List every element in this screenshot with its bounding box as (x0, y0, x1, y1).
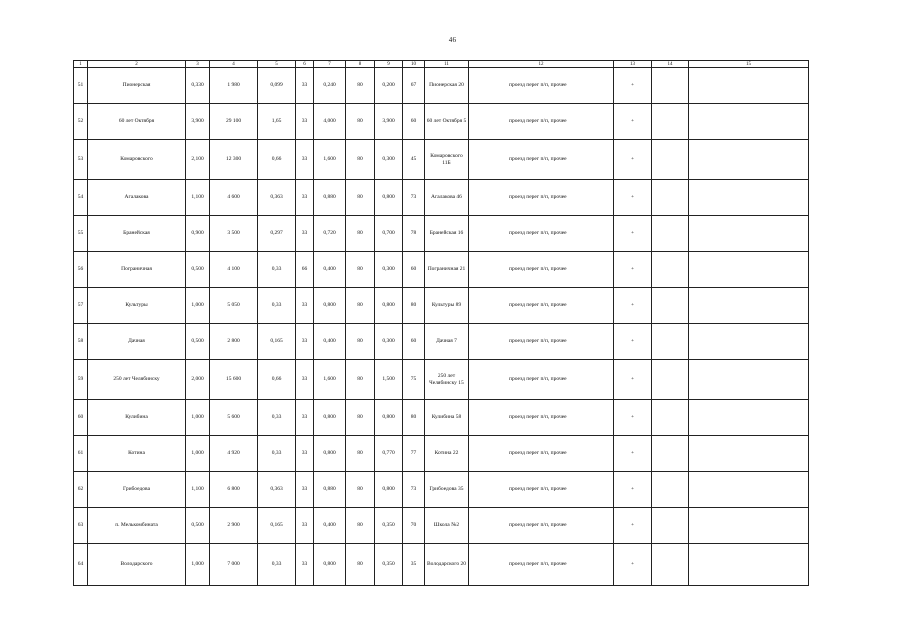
table-cell-c13: + (614, 252, 652, 288)
table-cell-c12: проезд перег п/п, прочее (469, 140, 614, 180)
table-cell-c3: 1,000 (186, 436, 210, 472)
table-cell-c10: 80 (403, 400, 425, 436)
table-row (74, 180, 809, 216)
table-row (74, 104, 809, 140)
table-cell-street: Пограничная (88, 252, 186, 288)
table-cell-c13: + (614, 472, 652, 508)
table-cell-c15 (689, 472, 809, 508)
table-cell-c15 (689, 400, 809, 436)
table-cell-c13: + (614, 288, 652, 324)
table-cell-c7: 0,800 (314, 400, 346, 436)
column-header: 8 (346, 61, 375, 68)
table-cell-c14 (652, 508, 689, 544)
table-cell-c14 (652, 180, 689, 216)
table-cell-c6: 33 (296, 436, 314, 472)
table-cell-c3: 0,500 (186, 252, 210, 288)
table-cell-c7: 0,880 (314, 472, 346, 508)
table-cell-c12: проезд перег п/п, прочее (469, 508, 614, 544)
table-cell-c6: 33 (296, 544, 314, 586)
table-cell-c15 (689, 508, 809, 544)
table-cell-c5: 0,33 (258, 288, 296, 324)
table-cell-c12: проезд перег п/п, прочее (469, 400, 614, 436)
table-cell-c7: 1,600 (314, 140, 346, 180)
table-cell-street: Культуры (88, 288, 186, 324)
table-row (74, 544, 809, 586)
table-cell-c14 (652, 288, 689, 324)
table-row (74, 140, 809, 180)
table-cell-num: 57 (74, 288, 88, 324)
table-cell-c3: 1,000 (186, 544, 210, 586)
table-cell-c11: Кулибина 58 (425, 400, 469, 436)
table-cell-c6: 33 (296, 400, 314, 436)
table-cell-street: Комаровского (88, 140, 186, 180)
table-cell-c3: 0,500 (186, 324, 210, 360)
table-cell-c8: 80 (346, 324, 375, 360)
table-cell-c15 (689, 180, 809, 216)
table-cell-street: Дачная (88, 324, 186, 360)
table-cell-c15 (689, 252, 809, 288)
table-cell-c6: 33 (296, 288, 314, 324)
table-cell-c6: 33 (296, 68, 314, 104)
table-cell-c6: 66 (296, 252, 314, 288)
table-cell-c9: 0,800 (375, 472, 403, 508)
table-cell-c15 (689, 436, 809, 472)
table-cell-c14 (652, 472, 689, 508)
table-cell-c3: 2,000 (186, 360, 210, 400)
table-cell-street: Агалакова (88, 180, 186, 216)
column-header-row (74, 61, 809, 68)
table-cell-c6: 33 (296, 360, 314, 400)
column-header: 15 (689, 61, 809, 68)
table-cell-c13: + (614, 436, 652, 472)
table-cell-c11: Грибоедова 35 (425, 472, 469, 508)
table-cell-c11: 250 лет Челябинску 15 (425, 360, 469, 400)
table-cell-c8: 80 (346, 288, 375, 324)
table-cell-c4: 6 800 (210, 472, 258, 508)
table-cell-c5: 0,66 (258, 360, 296, 400)
table-cell-c6: 33 (296, 180, 314, 216)
table-cell-c10: 67 (403, 68, 425, 104)
column-header: 12 (469, 61, 614, 68)
table-cell-street: Кулибина (88, 400, 186, 436)
table-cell-c7: 0,720 (314, 216, 346, 252)
table-cell-c13: + (614, 360, 652, 400)
table-cell-c11: Комаровского 11Б (425, 140, 469, 180)
table-cell-street: Котина (88, 436, 186, 472)
table-cell-c6: 33 (296, 472, 314, 508)
table-cell-c5: 1,65 (258, 104, 296, 140)
table-cell-c10: 75 (403, 360, 425, 400)
table-cell-street: 250 лет Челябинску (88, 360, 186, 400)
table-cell-c9: 0,300 (375, 252, 403, 288)
table-cell-c4: 5 600 (210, 400, 258, 436)
table-cell-c3: 0,500 (186, 508, 210, 544)
table-cell-c14 (652, 400, 689, 436)
table-cell-c10: 60 (403, 104, 425, 140)
column-header: 4 (210, 61, 258, 68)
column-header: 14 (652, 61, 689, 68)
table-cell-c10: 80 (403, 288, 425, 324)
table-row (74, 288, 809, 324)
table-cell-c14 (652, 252, 689, 288)
table-cell-c9: 0,200 (375, 68, 403, 104)
table-cell-c10: 60 (403, 252, 425, 288)
page-number: 46 (448, 36, 457, 44)
table-cell-num: 58 (74, 324, 88, 360)
table-cell-c13: + (614, 104, 652, 140)
table-body (74, 61, 809, 586)
table-cell-c6: 33 (296, 216, 314, 252)
table-cell-c14 (652, 360, 689, 400)
table-cell-c5: 0,165 (258, 324, 296, 360)
table-cell-c13: + (614, 324, 652, 360)
table-cell-c15 (689, 216, 809, 252)
table-cell-c14 (652, 68, 689, 104)
table-cell-c4: 3 500 (210, 216, 258, 252)
column-header: 2 (88, 61, 186, 68)
table-cell-c7: 0,400 (314, 252, 346, 288)
table-row (74, 400, 809, 436)
table-cell-c14 (652, 436, 689, 472)
table-cell-c11: Пограничная 21 (425, 252, 469, 288)
table-cell-c10: 73 (403, 472, 425, 508)
table-cell-c12: проезд перег п/п, прочее (469, 104, 614, 140)
table-cell-c8: 80 (346, 360, 375, 400)
table-cell-c8: 80 (346, 544, 375, 586)
table-cell-c15 (689, 104, 809, 140)
table-cell-num: 52 (74, 104, 88, 140)
table-cell-c9: 0,300 (375, 140, 403, 180)
table-cell-c9: 3,900 (375, 104, 403, 140)
column-header: 10 (403, 61, 425, 68)
table-cell-num: 62 (74, 472, 88, 508)
table-cell-street: п. Мелькомбината (88, 508, 186, 544)
table-cell-c3: 1,100 (186, 180, 210, 216)
table-cell-c8: 80 (346, 252, 375, 288)
table-cell-c12: проезд перег п/п, прочее (469, 288, 614, 324)
table-cell-c5: 0,33 (258, 436, 296, 472)
table-row (74, 252, 809, 288)
table-cell-c15 (689, 288, 809, 324)
table-cell-c4: 5 050 (210, 288, 258, 324)
table-cell-c12: проезд перег п/п, прочее (469, 360, 614, 400)
column-header: 11 (425, 61, 469, 68)
table-row (74, 436, 809, 472)
table-cell-c8: 80 (346, 68, 375, 104)
table-cell-c3: 0,900 (186, 216, 210, 252)
table-cell-c4: 12 300 (210, 140, 258, 180)
table-cell-num: 63 (74, 508, 88, 544)
table-row (74, 472, 809, 508)
table-cell-c5: 0,099 (258, 68, 296, 104)
table-cell-c11: Агалакова 46 (425, 180, 469, 216)
table-cell-c11: 60 лет Октября 5 (425, 104, 469, 140)
table-row (74, 508, 809, 544)
table-cell-num: 53 (74, 140, 88, 180)
table-cell-c4: 2 800 (210, 324, 258, 360)
table-cell-c5: 0,297 (258, 216, 296, 252)
table-cell-c8: 80 (346, 472, 375, 508)
table-cell-c10: 77 (403, 436, 425, 472)
table-cell-num: 61 (74, 436, 88, 472)
table-cell-num: 56 (74, 252, 88, 288)
table-cell-c12: проезд перег п/п, прочее (469, 324, 614, 360)
table-cell-c3: 3,900 (186, 104, 210, 140)
table-cell-c8: 80 (346, 400, 375, 436)
table-cell-num: 64 (74, 544, 88, 586)
table-cell-c12: проезд перег п/п, прочее (469, 216, 614, 252)
table-cell-num: 60 (74, 400, 88, 436)
table-cell-c4: 2 900 (210, 508, 258, 544)
table-row (74, 324, 809, 360)
column-header: 3 (186, 61, 210, 68)
table-cell-c5: 0,165 (258, 508, 296, 544)
table-cell-c9: 0,700 (375, 216, 403, 252)
table-cell-c15 (689, 544, 809, 586)
table-cell-c11: Дачная 7 (425, 324, 469, 360)
table-cell-c14 (652, 324, 689, 360)
table-cell-c3: 0,330 (186, 68, 210, 104)
table-cell-c13: + (614, 508, 652, 544)
table-cell-c8: 80 (346, 436, 375, 472)
table-cell-c7: 0,800 (314, 544, 346, 586)
column-header: 6 (296, 61, 314, 68)
table-cell-num: 54 (74, 180, 88, 216)
table-cell-c15 (689, 140, 809, 180)
table-cell-c6: 33 (296, 104, 314, 140)
table-cell-c4: 15 600 (210, 360, 258, 400)
table-cell-c5: 0,33 (258, 544, 296, 586)
table-row (74, 216, 809, 252)
table-cell-c15 (689, 68, 809, 104)
table-cell-c7: 0,800 (314, 288, 346, 324)
table-row (74, 68, 809, 104)
table-cell-c7: 0,880 (314, 180, 346, 216)
table-cell-c10: 73 (403, 180, 425, 216)
table-cell-c12: проезд перег п/п, прочее (469, 68, 614, 104)
table-cell-c10: 78 (403, 216, 425, 252)
table-cell-c7: 0,400 (314, 508, 346, 544)
table-cell-c4: 29 100 (210, 104, 258, 140)
table-cell-c9: 0,350 (375, 544, 403, 586)
table-cell-c15 (689, 324, 809, 360)
table-cell-c12: проезд перег п/п, прочее (469, 252, 614, 288)
table-cell-c7: 0,400 (314, 324, 346, 360)
table-cell-c10: 70 (403, 508, 425, 544)
table-cell-c9: 1,500 (375, 360, 403, 400)
column-header: 9 (375, 61, 403, 68)
table-cell-c7: 0,240 (314, 68, 346, 104)
table-cell-c6: 33 (296, 324, 314, 360)
table-row (74, 360, 809, 400)
table-cell-c12: проезд перег п/п, прочее (469, 472, 614, 508)
table-cell-c8: 80 (346, 180, 375, 216)
table-cell-street: Володарского (88, 544, 186, 586)
table-cell-c14 (652, 216, 689, 252)
column-header: 13 (614, 61, 652, 68)
table-cell-c15 (689, 360, 809, 400)
table-cell-c9: 0,770 (375, 436, 403, 472)
table-cell-c7: 0,800 (314, 436, 346, 472)
table-cell-c8: 80 (346, 216, 375, 252)
table-cell-c4: 4 100 (210, 252, 258, 288)
table-cell-c13: + (614, 140, 652, 180)
table-cell-num: 59 (74, 360, 88, 400)
table-cell-c11: Культуры 89 (425, 288, 469, 324)
table-cell-c5: 0,66 (258, 140, 296, 180)
table-cell-c13: + (614, 400, 652, 436)
table-cell-c11: Бранейская 16 (425, 216, 469, 252)
table-cell-c8: 80 (346, 104, 375, 140)
table-cell-c4: 4 600 (210, 180, 258, 216)
table-cell-c4: 1 980 (210, 68, 258, 104)
table-cell-c12: проезд перег п/п, прочее (469, 180, 614, 216)
table-cell-c11: Володарского 20 (425, 544, 469, 586)
table-cell-c13: + (614, 68, 652, 104)
table-cell-c6: 33 (296, 508, 314, 544)
table-cell-street: 60 лет Октября (88, 104, 186, 140)
table-cell-c12: проезд перег п/п, прочее (469, 436, 614, 472)
column-header: 5 (258, 61, 296, 68)
table-cell-street: Грибоедова (88, 472, 186, 508)
table-cell-c14 (652, 104, 689, 140)
table-cell-num: 51 (74, 68, 88, 104)
table-cell-c4: 4 920 (210, 436, 258, 472)
table-cell-street: Бранейская (88, 216, 186, 252)
table-cell-c10: 60 (403, 324, 425, 360)
table-cell-num: 55 (74, 216, 88, 252)
table-cell-c9: 0,800 (375, 400, 403, 436)
table-cell-c5: 0,363 (258, 180, 296, 216)
table-cell-c9: 0,800 (375, 180, 403, 216)
table-cell-c5: 0,363 (258, 472, 296, 508)
table-cell-c13: + (614, 216, 652, 252)
table-cell-c12: проезд перег п/п, прочее (469, 544, 614, 586)
table-cell-c7: 1,600 (314, 360, 346, 400)
table-cell-c3: 1,000 (186, 400, 210, 436)
table-cell-c5: 0,33 (258, 400, 296, 436)
table-cell-c9: 0,350 (375, 508, 403, 544)
table-cell-c14 (652, 140, 689, 180)
road-data-table (73, 60, 809, 586)
table-cell-c11: Пионерская 20 (425, 68, 469, 104)
table-cell-c11: Котина 22 (425, 436, 469, 472)
table-cell-c3: 2,100 (186, 140, 210, 180)
column-header: 7 (314, 61, 346, 68)
table-cell-c8: 80 (346, 140, 375, 180)
table-cell-c10: 45 (403, 140, 425, 180)
table-cell-c9: 0,800 (375, 288, 403, 324)
table-cell-c11: Школа №2 (425, 508, 469, 544)
column-header: 1 (74, 61, 88, 68)
table-cell-c3: 1,000 (186, 288, 210, 324)
table-cell-c13: + (614, 180, 652, 216)
table-cell-c7: 4,000 (314, 104, 346, 140)
table-cell-c13: + (614, 544, 652, 586)
table-cell-c9: 0,300 (375, 324, 403, 360)
table-cell-street: Пионерская (88, 68, 186, 104)
table-cell-c10: 35 (403, 544, 425, 586)
table-cell-c8: 80 (346, 508, 375, 544)
table-cell-c6: 33 (296, 140, 314, 180)
table-cell-c4: 7 000 (210, 544, 258, 586)
table-cell-c5: 0,33 (258, 252, 296, 288)
table-cell-c14 (652, 544, 689, 586)
table-cell-c3: 1,100 (186, 472, 210, 508)
